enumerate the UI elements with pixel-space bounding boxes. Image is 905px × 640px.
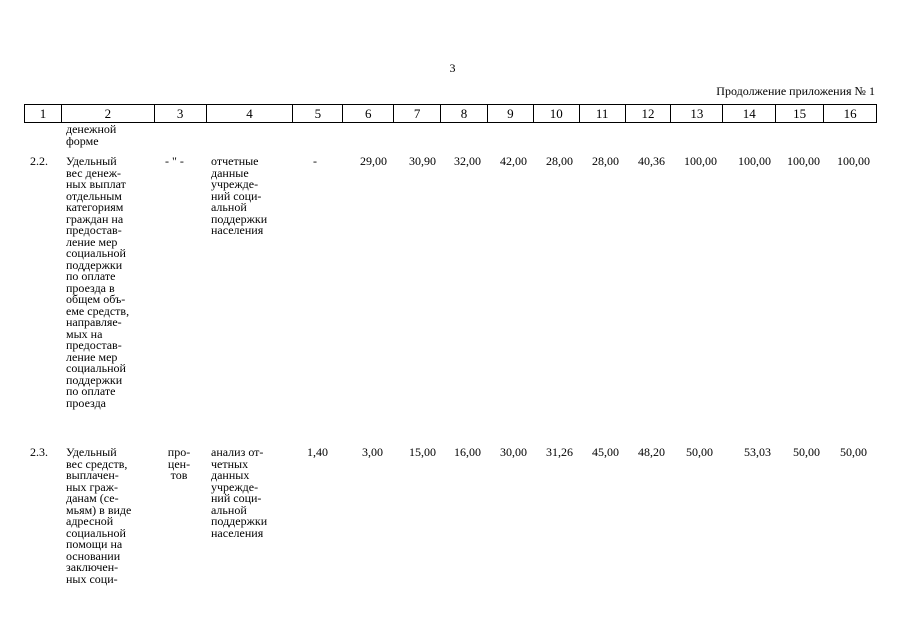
value-col5: 1,40 [307, 445, 328, 459]
value-col11: 28,00 [592, 154, 619, 168]
column-header: 8 [441, 105, 488, 122]
value-col12: 40,36 [638, 154, 665, 168]
value-col5: - [313, 154, 317, 168]
column-header: 13 [671, 105, 723, 122]
value-col14: 53,03 [744, 445, 771, 459]
column-header: 11 [580, 105, 626, 122]
row-number: 2.3. [30, 445, 48, 459]
page-number: 3 [449, 61, 456, 75]
value-col15: 100,00 [787, 154, 820, 168]
value-col15: 50,00 [793, 445, 820, 459]
column-header: 7 [394, 105, 441, 122]
unit: - " - [165, 154, 184, 168]
value-col8: 16,00 [454, 445, 481, 459]
column-header: 14 [723, 105, 776, 122]
column-header: 6 [343, 105, 394, 122]
value-col12: 48,20 [638, 445, 665, 459]
column-header: 5 [293, 105, 343, 122]
column-header: 12 [626, 105, 672, 122]
value-col16: 50,00 [840, 445, 867, 459]
value-col13: 100,00 [684, 154, 717, 168]
column-header: 10 [534, 105, 580, 122]
value-col13: 50,00 [686, 445, 713, 459]
value-col7: 30,90 [409, 154, 436, 168]
continuation-label: Продолжение приложения № 1 [716, 84, 875, 98]
column-header: 9 [488, 105, 534, 122]
column-header: 16 [843, 106, 857, 121]
value-col16: 100,00 [837, 154, 870, 168]
value-col7: 15,00 [409, 445, 436, 459]
value-col9: 30,00 [500, 445, 527, 459]
value-col6: 3,00 [362, 445, 383, 459]
value-col10: 31,26 [546, 445, 573, 459]
column-header: 3 [155, 105, 207, 122]
indicator-name: Удельный вес денеж- ных выплат отдельным категориям граждан на предостав- ление мер социальной поддержки по оплате проезда в общем объ- еме средств, направляе- мых на предостав- ление мер социальной поддержки по оплате проезда [66, 154, 130, 410]
value-col6: 29,00 [360, 154, 387, 168]
value-col14: 100,00 [738, 154, 771, 168]
value-col10: 28,00 [546, 154, 573, 168]
column-header: 15 [776, 105, 824, 122]
value-col8: 32,00 [454, 154, 481, 168]
row-number: 2.2. [30, 154, 48, 168]
unit: про- цен- тов [167, 445, 191, 482]
data-source: анализ от- четных данных учрежде- ний соци- альной поддержки населения [211, 445, 268, 540]
table-header-row [24, 104, 877, 123]
column-header: 2 [62, 105, 155, 122]
data-source: отчетные данные учрежде- ний соци- альной поддержки населения [211, 154, 268, 237]
indicator-name: Удельный вес средств, выплачен- ных граж- данам (се- мьям) в виде адресной социальной помощи на основании заключен- ных соци- [66, 445, 132, 586]
column-header: 1 [25, 105, 62, 122]
value-col11: 45,00 [592, 445, 619, 459]
column-header: 4 [207, 105, 294, 122]
carryover-text: денежной форме [66, 122, 117, 148]
value-col9: 42,00 [500, 154, 527, 168]
